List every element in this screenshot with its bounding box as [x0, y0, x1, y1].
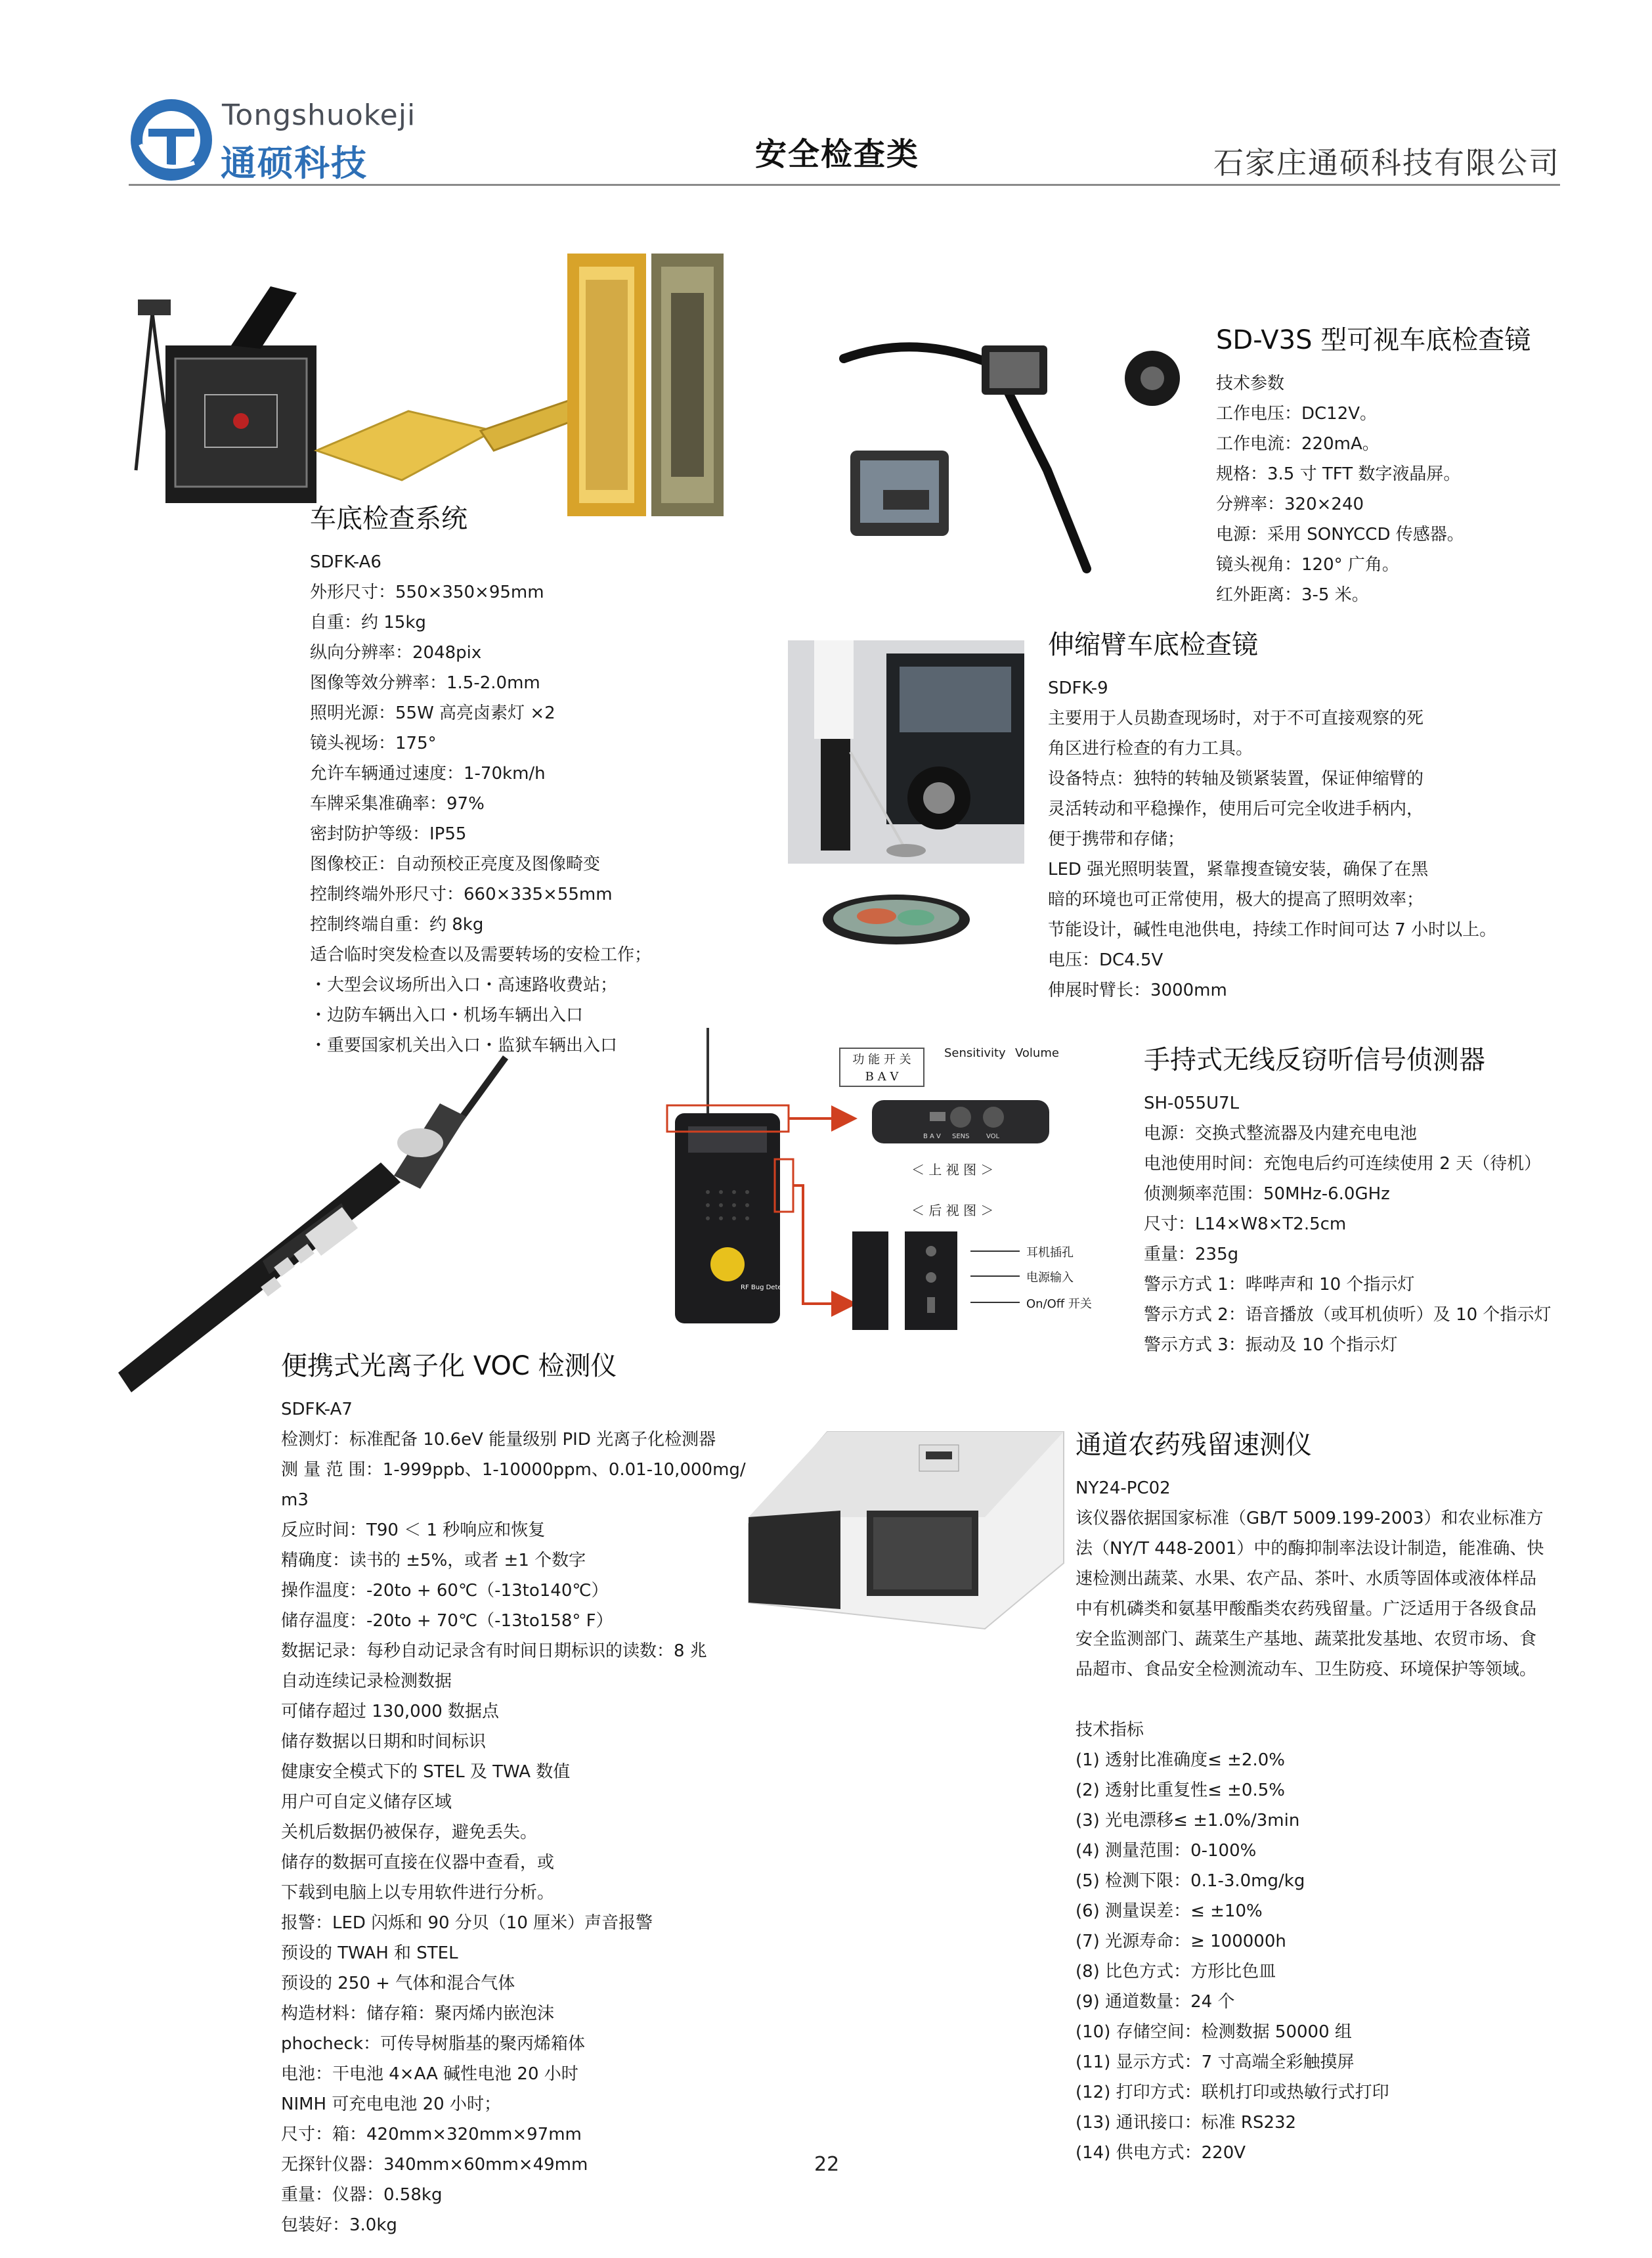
spec-line: ・重要国家机关出入口・监狱车辆出入口: [310, 1036, 618, 1055]
spec-line: 控制终端自重：约 8kg: [310, 915, 484, 935]
spec-line: 分辨率：320×240: [1216, 495, 1364, 514]
section-sdv3s-mirror: [1216, 319, 1531, 610]
spec-line: 中有机磷类和氨基甲酸酯类农药残留量。广泛适用于各级食品: [1076, 1599, 1537, 1619]
sdv3s-mirror-image: [837, 319, 1195, 582]
spec-line: 红外距离：3-5 米。: [1216, 585, 1369, 605]
spec-line: (14) 供电方式：220V: [1076, 2143, 1246, 2163]
brand-name-en: Tongshuokeji: [222, 99, 416, 132]
power-input-label: 电源输入: [1026, 1271, 1074, 1285]
spec-line: 无探针仪器：340mm×60mm×49mm: [281, 2155, 588, 2175]
spec-line: (3) 光电漂移≤ ±1.0%/3min: [1076, 1811, 1300, 1830]
volume-label: Volume: [1015, 1046, 1059, 1060]
product-title: 手持式无线反窃听信号侦测器: [1144, 1045, 1485, 1075]
spec-line: 电池使用时间：充饱电后约可连续使用 2 天（待机）: [1144, 1154, 1542, 1174]
spec-line: 图像等效分辨率：1.5-2.0mm: [310, 673, 540, 693]
spec-line: 速检测出蔬菜、水果、农产品、茶叶、水质等固体或液体样品: [1076, 1569, 1537, 1589]
spec-line: 反应时间：T90 ＜ 1 秒响应和恢复: [281, 1520, 546, 1540]
spec-line: 设备特点：独特的转轴及锁紧装置，保证伸缩臂的: [1048, 769, 1424, 789]
spec-line: 测 量 范 围：1-999ppb、1-10000ppm、0.01-10,000mg/: [281, 1460, 746, 1480]
spec-line: 储存数据以日期和时间标识: [281, 1732, 487, 1752]
spec-line: 预设的 TWAH 和 STEL: [281, 1943, 458, 1963]
inspection-mirror-image: [817, 890, 975, 949]
spec-line: 电池：干电池 4×AA 碱性电池 20 小时: [281, 2064, 578, 2084]
spec-line: 警示方式 1：哔哔声和 10 个指示灯: [1144, 1275, 1415, 1295]
spec-line: 自重：约 15kg: [310, 613, 426, 632]
function-switch-label: 功 能 开 关: [852, 1053, 911, 1067]
spec-line: 节能设计，碱性电池供电，持续工作时间可达 7 小时以上。: [1048, 920, 1497, 940]
bav-label: B A V: [865, 1070, 899, 1084]
spec-line: SDFK-9: [1048, 678, 1108, 698]
spec-line: 角区进行检查的有力工具。: [1048, 739, 1253, 759]
spec-line: 工作电压：DC12V。: [1216, 404, 1378, 424]
earphone-jack-label: 耳机插孔: [1026, 1246, 1074, 1260]
product-title: SD-V3S 型可视车底检查镜: [1216, 325, 1531, 355]
spec-line: 外形尺寸：550×350×95mm: [310, 583, 544, 602]
spec-line: (7) 光源寿命：≥ 100000h: [1076, 1932, 1286, 1951]
spec-line: NY24-PC02: [1076, 1478, 1171, 1498]
spec-line: 允许车辆通过速度：1-70km/h: [310, 764, 546, 784]
spec-line: ・边防车辆出入口・机场车辆出入口: [310, 1006, 584, 1025]
spec-line: 密封防护等级：IP55: [310, 824, 467, 844]
spec-line: 纵向分辨率：2048pix: [310, 643, 482, 663]
spec-line: 重量：235g: [1144, 1245, 1239, 1264]
spec-line: (8) 比色方式：方形比色皿: [1076, 1962, 1276, 1981]
spec-line: m3: [281, 1490, 309, 1510]
spec-line: phocheck：可传导树脂基的聚丙烯箱体: [281, 2034, 586, 2054]
spec-line: 图像校正：自动预校正亮度及图像畸变: [310, 854, 601, 874]
sensitivity-label: Sensitivity: [944, 1046, 1006, 1060]
spec-line: 尺寸：L14×W8×T2.5cm: [1144, 1214, 1347, 1234]
panel-bav-label: B A V: [923, 1133, 941, 1140]
product-title: 伸缩臂车底检查镜: [1048, 630, 1258, 660]
page-number: 22: [814, 2153, 840, 2176]
company-logo: [129, 97, 214, 183]
spec-line: SDFK-A6: [310, 552, 381, 572]
pesticide-tester-image: [735, 1406, 1077, 1635]
product-title: 车底检查系统: [310, 504, 467, 534]
device-brand-label: RF Bug Detector: [741, 1284, 795, 1291]
section-pesticide-tester: [1076, 1424, 1544, 2168]
bug-detector-diagram: [662, 1028, 1115, 1343]
spec-line: SDFK-A7: [281, 1400, 353, 1419]
spec-line: 关机后数据仍被保存，避免丢失。: [281, 1823, 538, 1842]
spec-line: 伸展时臂长：3000mm: [1048, 981, 1227, 1000]
page-title: 安全检查类: [755, 136, 920, 173]
spec-line: 检测灯：标准配备 10.6eV 能量级别 PID 光离子化检测器: [281, 1430, 716, 1450]
spec-line: 安全监测部门、蔬菜生产基地、蔬菜批发基地、农贸市场、食: [1076, 1629, 1537, 1649]
spec-line: 数据记录：每秒自动记录含有时间日期标识的读数：8 兆: [281, 1641, 707, 1661]
product-title: 通道农药残留速测仪: [1076, 1430, 1312, 1460]
spec-line: 预设的 250 + 气体和混合气体: [281, 1974, 515, 1993]
onoff-switch-label: On/Off 开关: [1026, 1297, 1092, 1311]
spec-line: 尺寸：箱：420mm×320mm×97mm: [281, 2125, 582, 2144]
spec-line: 报警：LED 闪烁和 90 分贝（10 厘米）声音报警: [281, 1913, 653, 1933]
brand-name-cn: 通硕科技: [221, 143, 368, 184]
spec-line: 便于携带和存储；: [1048, 830, 1185, 849]
telescopic-mirror-photo: [788, 640, 1024, 864]
spec-line: 储存温度：-20to + 70℃（-13to158° F）: [281, 1611, 613, 1631]
spec-line: 警示方式 2：语音播放（或耳机侦听）及 10 个指示灯: [1144, 1305, 1552, 1325]
section-telescopic-mirror: [1048, 624, 1496, 1006]
spec-line: 电源：采用 SONYCCD 传感器。: [1216, 525, 1464, 544]
spec-line: 电源：交换式整流器及内建充电电池: [1144, 1124, 1418, 1143]
spec-line: 电压：DC4.5V: [1048, 950, 1163, 970]
spec-line: (1) 透射比准确度≤ ±2.0%: [1076, 1750, 1285, 1770]
spec-line: 构造材料：储存箱：聚丙烯内嵌泡沫: [281, 2004, 555, 2024]
spec-line: LED 强光照明装置，紧靠搜查镜安装，确保了在黑: [1048, 860, 1429, 879]
spec-line: (11) 显示方式：7 寸高端全彩触摸屏: [1076, 2052, 1355, 2072]
spec-line: 规格：3.5 寸 TFT 数字液晶屏。: [1216, 464, 1461, 484]
spec-line: SH-055U7L: [1144, 1094, 1240, 1113]
spec-line: 灵活转动和平稳操作，使用后可完全收进手柄内，: [1048, 799, 1424, 819]
panel-vol-label: VOL: [986, 1133, 1000, 1140]
spec-line: (13) 通讯接口：标准 RS232: [1076, 2113, 1297, 2133]
section-bug-detector: [1144, 1039, 1551, 1360]
spec-line: (10) 存储空间：检测数据 50000 组: [1076, 2022, 1352, 2042]
spec-line: (2) 透射比重复性≤ ±0.5%: [1076, 1781, 1285, 1800]
spec-line: 自动连续记录检测数据: [281, 1671, 452, 1691]
spec-line: 镜头视场：175°: [310, 734, 437, 753]
section-voc-detector: [281, 1345, 746, 2240]
spec-line: 储存的数据可直接在仪器中查看，或: [281, 1853, 555, 1872]
spec-line: 车牌采集准确率：97%: [310, 794, 485, 814]
spec-line: 暗的环境也可正常使用，极大的提高了照明效率；: [1048, 890, 1424, 910]
spec-heading: 技术指标: [1076, 1720, 1144, 1740]
spec-line: 重量：仪器：0.58kg: [281, 2185, 443, 2205]
section-undercar-system: [310, 498, 651, 1061]
spec-line: 法（NY/T 448-2001）中的酶抑制率法设计制造，能准确、快: [1076, 1539, 1544, 1559]
spec-line: 技术参数: [1216, 374, 1285, 393]
spec-line: 照明光源：55W 高亮卤素灯 ×2: [310, 703, 555, 723]
spec-line: 警示方式 3：振动及 10 个指示灯: [1144, 1335, 1398, 1355]
spec-line: 下载到电脑上以专用软件进行分析。: [281, 1883, 555, 1903]
panel-sens-label: SENS: [952, 1133, 970, 1140]
rear-view-caption: ＜ 后 视 图 ＞: [911, 1203, 994, 1218]
undercar-system-image: [126, 254, 737, 516]
header-divider: [129, 184, 1560, 186]
spec-line: 镜头视角：120° 广角。: [1216, 555, 1399, 575]
spec-line: 工作电流：220mA。: [1216, 434, 1380, 454]
spec-line: 可储存超过 130,000 数据点: [281, 1702, 500, 1721]
spec-line: (12) 打印方式：联机打印或热敏行式打印: [1076, 2083, 1389, 2102]
product-title: 便携式光离子化 VOC 检测仪: [281, 1351, 617, 1381]
spec-line: NIMH 可充电电池 20 小时；: [281, 2094, 501, 2114]
spec-line: 包装好：3.0kg: [281, 2215, 397, 2235]
spec-line: 健康安全模式下的 STEL 及 TWA 数值: [281, 1762, 571, 1782]
spec-line: (6) 测量误差：≤ ±10%: [1076, 1901, 1263, 1921]
company-name: 石家庄通硕科技有限公司: [1213, 145, 1560, 181]
spec-line: (5) 检测下限：0.1-3.0mg/kg: [1076, 1871, 1305, 1891]
spec-line: 用户可自定义储存区域: [281, 1792, 452, 1812]
spec-line: 主要用于人员勘查现场时，对于不可直接观察的死: [1048, 709, 1424, 728]
spec-line: 该仪器依据国家标准（GB/T 5009.199-2003）和农业标准方: [1076, 1509, 1544, 1528]
spec-line: 精确度：读书的 ±5%，或者 ±1 个数字: [281, 1551, 586, 1570]
spec-line: 控制终端外形尺寸：660×335×55mm: [310, 885, 613, 904]
top-view-caption: ＜ 上 视 图 ＞: [911, 1162, 994, 1178]
spec-line: (9) 通道数量：24 个: [1076, 1992, 1235, 2012]
spec-line: 侦测频率范围：50MHz-6.0GHz: [1144, 1184, 1390, 1204]
spec-line: (4) 测量范围：0-100%: [1076, 1841, 1257, 1861]
spec-line: 品超市、食品安全检测流动车、卫生防疫、环境保护等领域。: [1076, 1660, 1537, 1679]
spec-line: 适合临时突发检查以及需要转场的安检工作；: [310, 945, 652, 965]
spec-line: 操作温度：-20to + 60℃（-13to140℃）: [281, 1581, 609, 1601]
spec-line: ・大型会议场所出入口・高速路收费站；: [310, 975, 618, 995]
